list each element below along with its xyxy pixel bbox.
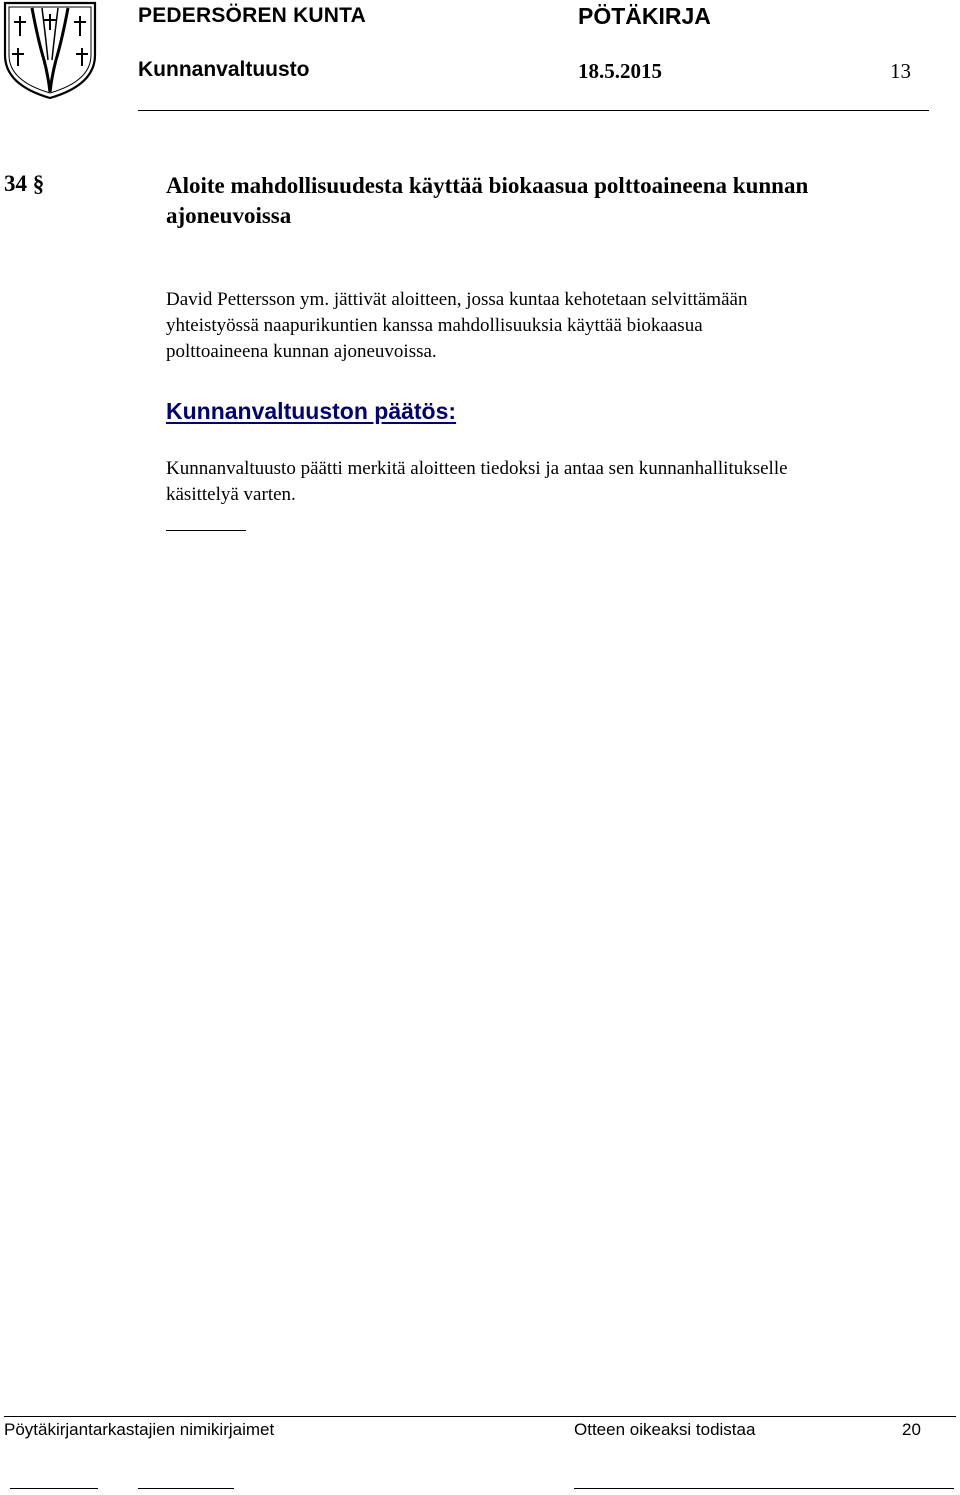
decision-heading: Kunnanvaltuuston päätös:: [166, 398, 457, 424]
section-end-divider: [166, 530, 246, 531]
certification-signature-line: [574, 1488, 954, 1489]
footer-page-number: 20: [902, 1420, 921, 1439]
signature-line: [138, 1488, 234, 1489]
document-type: PÖTÄKIRJA: [578, 3, 711, 29]
municipal-coat-of-arms-icon: [2, 0, 98, 100]
section-title: Aloite mahdollisuudesta käyttää biokaasua polttoaineena kunnan ajoneuvoissa: [166, 173, 809, 228]
page-number: 13: [890, 59, 911, 83]
intro-paragraph: David Pettersson ym. jättivät aloitteen, jossa kuntaa kehotetaan selvittämään yhteistyössä naapurikuntien kanssa mahdollisuuksia käyttää biokaasua polttoaineena kunnan ajoneuvoissa.: [166, 289, 748, 362]
meeting-date: 18.5.2015: [578, 59, 662, 83]
decision-paragraph: Kunnanvaltuusto päätti merkitä aloitteen tiedoksi ja antaa sen kunnanhallitukselle käsittelyä varten.: [166, 458, 788, 505]
section-number: 34 §: [4, 171, 45, 196]
certification-label: Otteen oikeaksi todistaa: [574, 1420, 756, 1439]
footer-divider: [4, 1416, 956, 1417]
municipality-name: PEDERSÖREN KUNTA: [138, 4, 366, 27]
header-divider: [138, 110, 929, 111]
signature-line: [10, 1488, 98, 1489]
signatures-label: Pöytäkirjantarkastajien nimikirjaimet: [4, 1420, 275, 1439]
governing-body: Kunnanvaltuusto: [138, 58, 310, 81]
